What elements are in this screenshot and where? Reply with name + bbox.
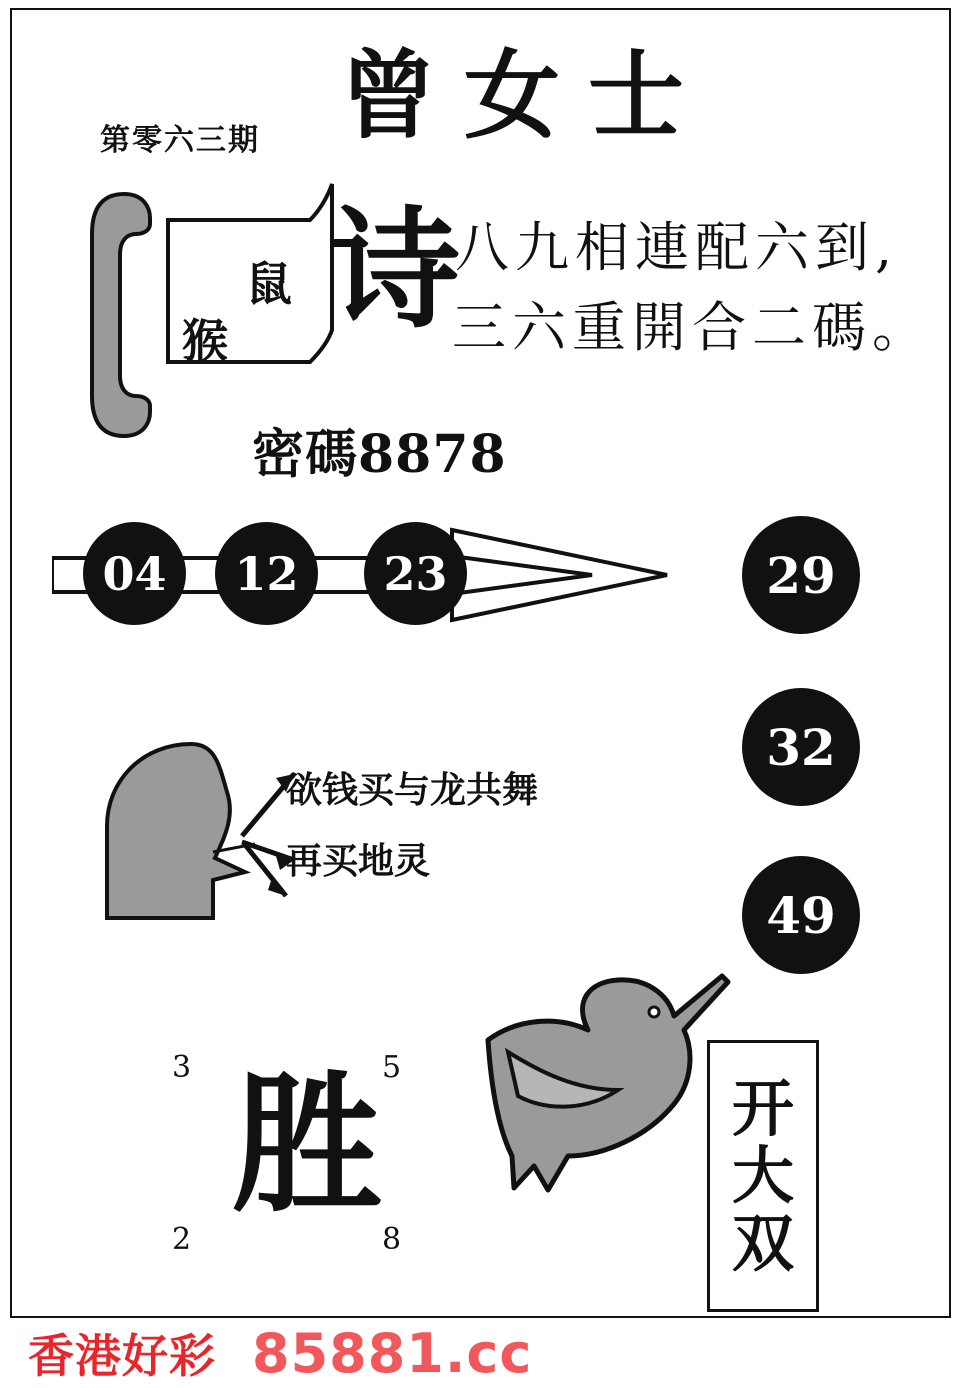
- zodiac-character-bottom: 猴: [182, 314, 228, 368]
- poem-heading-character: 诗: [330, 193, 461, 346]
- password-code: 密碼8878: [252, 424, 507, 485]
- number-ball: 32: [742, 688, 860, 806]
- zodiac-character-top: 鼠: [246, 257, 292, 311]
- banner-char: 开: [731, 1072, 794, 1146]
- poem-line-2: 三六重開合二碼。: [452, 296, 932, 359]
- corner-number-top-right: 5: [382, 1050, 402, 1085]
- number-ball: 23: [364, 522, 467, 625]
- hint-line-1: 欲钱买与龙共舞: [286, 769, 539, 811]
- number-ball: 04: [83, 522, 186, 625]
- footer-brand: 香港好彩: [28, 1329, 216, 1383]
- corner-number-bottom-right: 8: [382, 1222, 402, 1257]
- hint-line-2: 再买地灵: [286, 840, 431, 882]
- corner-number-bottom-left: 2: [172, 1222, 192, 1257]
- issue-label: 第零六三期: [100, 123, 260, 158]
- number-ball: 12: [215, 522, 318, 625]
- footer: [0, 1318, 961, 1388]
- poem-line-1: 八九相連配六到,: [455, 216, 899, 279]
- number-ball: 49: [742, 856, 860, 974]
- vertical-banner: [707, 1040, 819, 1312]
- corner-number-top-left: 3: [172, 1050, 192, 1085]
- number-ball: 29: [742, 516, 860, 634]
- footer-site: 85881.cc: [252, 1321, 533, 1385]
- telephone-handset-icon: [86, 190, 156, 440]
- featured-character: 胜: [232, 1057, 383, 1233]
- banner-char: 大: [731, 1139, 794, 1213]
- banner-char: 双: [731, 1206, 794, 1280]
- brand-title: 曾女士: [340, 39, 712, 152]
